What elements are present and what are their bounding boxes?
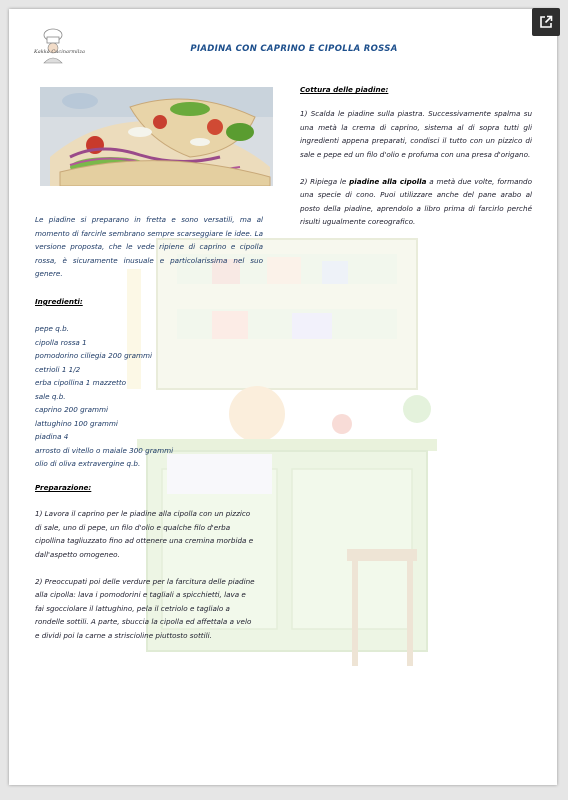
preparation-heading: Preparazione: (35, 483, 92, 492)
logo-text: Kakkà Cucinarmilza (34, 49, 85, 55)
document-page (9, 9, 557, 785)
list-item: cipolla rossa 1 (35, 337, 87, 347)
step-emphasis: piadine alla cipolla (35, 576, 255, 599)
list-item: arrosto di vitello o maiale 300 grammi (35, 445, 174, 455)
cooking-step-1: 1) Scalda le piadine sulla piastra. Successivamente spalma su una metà la crema di caprino, sistema al di sopra tutti gli ingredienti appena preparati, condisci il tutto con un pizzico di sale e pepe ed un filo d'olio e profuma con una presa d'origano. (300, 109, 532, 159)
step-text: 2) Preoccupati poi delle verdure per la farcitura delle (35, 576, 229, 586)
list-item: lattughino 100 grammi (35, 418, 118, 428)
preparation-steps (35, 507, 257, 642)
ingredients-list (35, 322, 265, 471)
preparation-step-2 (35, 575, 257, 643)
list-item: piadina 4 (35, 432, 69, 441)
step-text: 2) Ripiega le (300, 176, 350, 186)
list-item: caprino 200 grammi (35, 405, 109, 414)
step-text: a metà due volte, formando una specie di cono. Puoi utilizzare anche del pane arabo al posto della piadine, aprendolo a libro prima di farcirlo perché risulti ugualmente coreografico. (300, 176, 533, 226)
piadina-photo (40, 87, 273, 186)
step-emphasis: piadine alla cipolla (349, 176, 427, 186)
intro-paragraph: Le piadine si preparano in fretta e sono versatili, ma al momento di farcirle sembrano sempre scarseggiare le idee. La versione proposta, che le vede ripiene di caprino e cipolla rossa, è sicuramente inusuale e particolarissima nel suo genere. (35, 215, 263, 278)
step-emphasis: piadine alla cipolla (129, 509, 197, 518)
ingredients-heading: Ingredienti: (35, 297, 83, 306)
step-text: con un pizzico di sale, uno di pepe, un filo d'olio e qualche filo d'erba cipollina tagliuzzato fino ad ottenere una cremina morbida e dall'aspetto omogeneo. (35, 509, 254, 559)
popout-button[interactable] (532, 8, 560, 36)
list-item: pomodorino ciliegia 200 grammi (35, 351, 153, 360)
external-link-icon (539, 15, 553, 29)
cooking-steps (300, 107, 532, 229)
preparation-step-1 (35, 507, 257, 561)
step-text: 1) Lavora il caprino per le (35, 509, 130, 518)
list-item: olio di oliva extravergine q.b. (35, 459, 141, 468)
step-text: : lava i pomodorini e tagliali a spicchietti, lava e fai sgocciolare il lattughino, pela il cetriolo e taglialo a rondelle sottili. A parte, sbuccia la cipolla ed affettala a velo e dividi poi la carne a striscioline piuttosto sottili. (35, 590, 252, 640)
page-title: PIADINA CON CAPRINO E CIPOLLA ROSSA (190, 44, 398, 54)
list-item: erba cipollina 1 mazzetto (35, 378, 127, 387)
list-item: cetrioli 1 1/2 (35, 364, 81, 374)
list-item: pepe q.b. (35, 324, 69, 333)
list-item: sale q.b. (35, 391, 66, 401)
cooking-step-2 (300, 175, 532, 229)
cooking-heading: Cottura delle piadine: (300, 85, 389, 94)
